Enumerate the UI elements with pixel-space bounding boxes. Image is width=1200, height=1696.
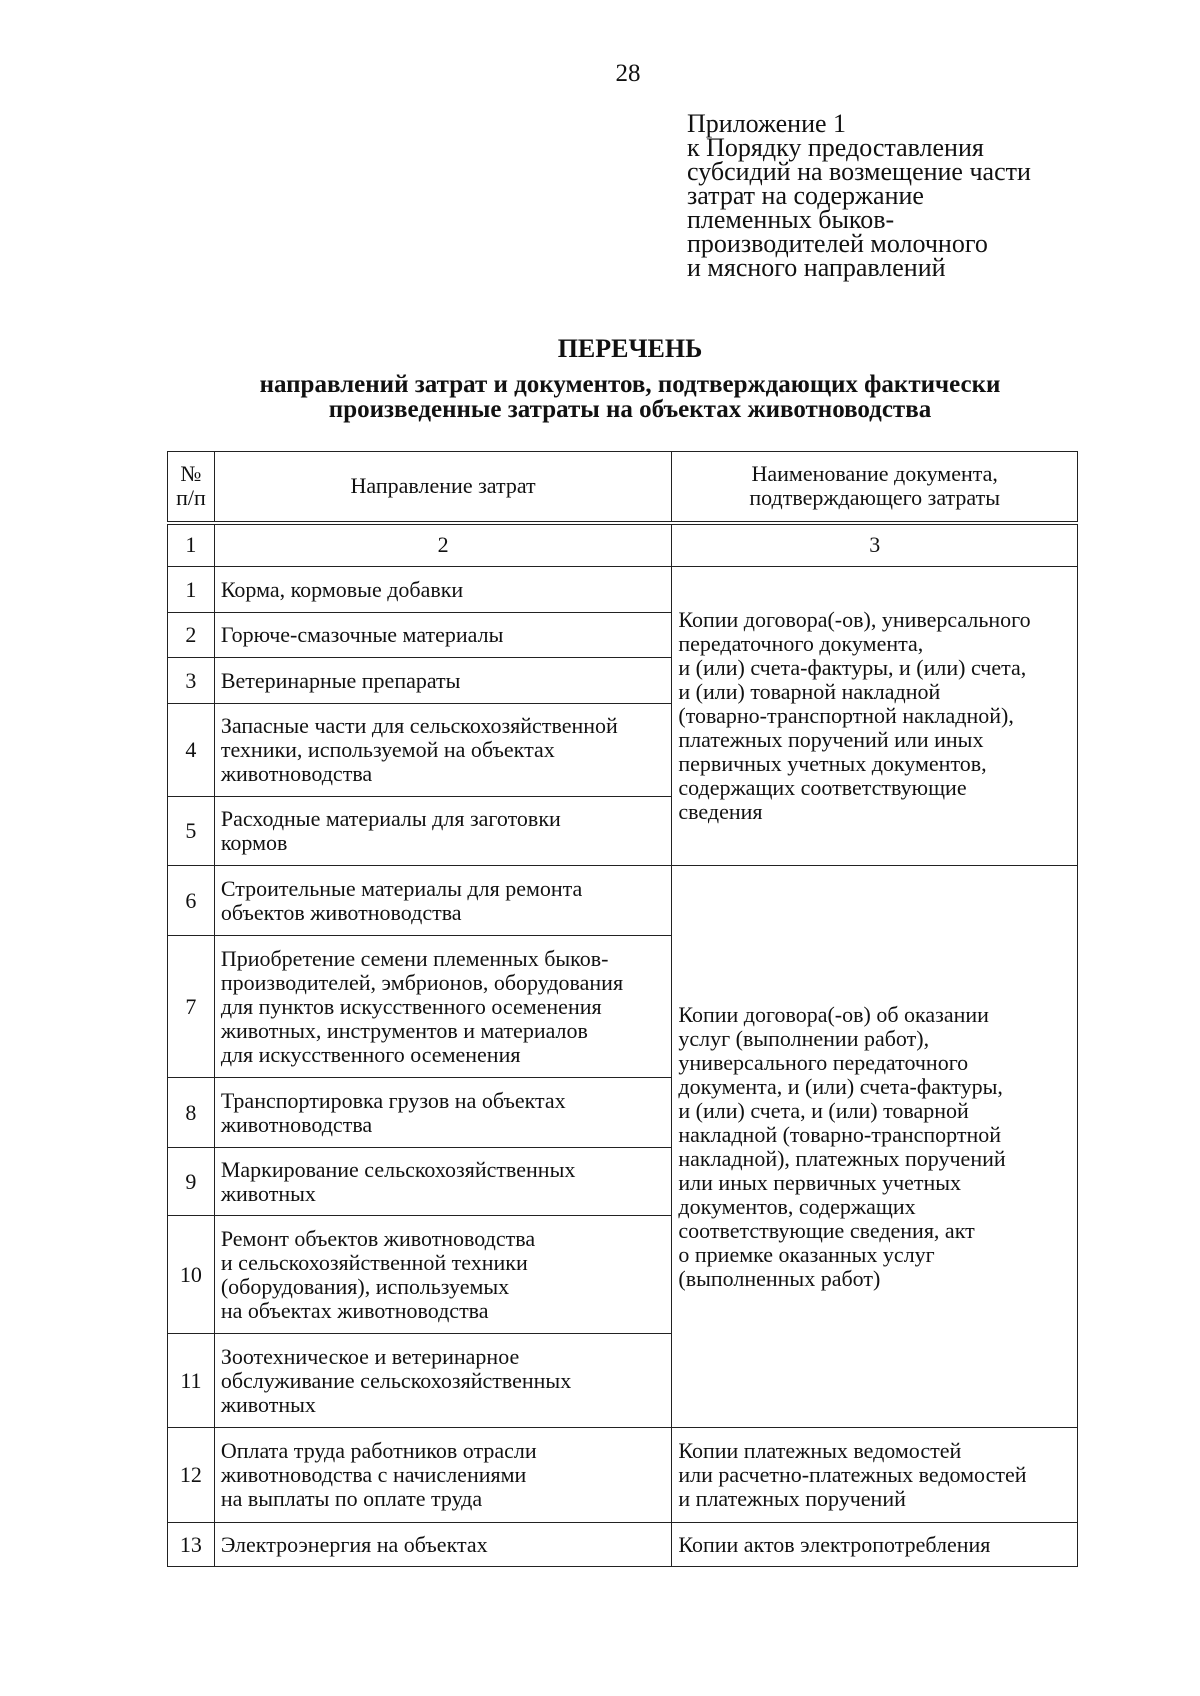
row-direction: Запасные части для сельскохозяйственной техники, используемой на объектах животноводства (214, 704, 672, 797)
table-row (168, 567, 1078, 613)
row-number: 11 (168, 1334, 215, 1428)
row-number: 13 (168, 1523, 215, 1567)
row-direction: Приобретение семени племенных быков- производителей, эмбрионов, оборудования для пунктов искусственного осеменения животных, инструментов и материалов для искусственного осеменения (214, 936, 672, 1078)
row-direction: Ветеринарные препараты (214, 658, 672, 704)
numbering-cell: 2 (214, 523, 672, 567)
header-document: Наименование документа, подтверждающего затраты (672, 452, 1078, 523)
row-number: 1 (168, 567, 215, 613)
subtitle-line: направлений затрат и документов, подтверждающих фактически (259, 371, 1001, 398)
document-title: ПЕРЕЧЕНЬ (557, 334, 703, 363)
row-number: 9 (168, 1148, 215, 1216)
appendix-note (687, 109, 1031, 282)
table-numbering-row (168, 523, 1078, 567)
appendix-line: племенных быков- (687, 205, 895, 234)
header-number: № п/п (168, 452, 215, 523)
table-row (168, 866, 1078, 936)
row-number: 10 (168, 1216, 215, 1334)
row-number: 3 (168, 658, 215, 704)
row-direction: Строительные материалы для ремонта объектов животноводства (214, 866, 672, 936)
appendix-line: к Порядку предоставления (687, 133, 984, 162)
row-number: 4 (168, 704, 215, 797)
row-direction: Электроэнергия на объектах (214, 1523, 672, 1567)
appendix-line: и мясного направлений (687, 253, 946, 282)
table-header-row (168, 452, 1078, 523)
appendix-line: Приложение 1 (687, 109, 847, 138)
row-direction: Горюче-смазочные материалы (214, 613, 672, 658)
row-document: Копии договора(-ов) об оказании услуг (выполнении работ), универсального передаточного документа, и (или) счета-фактуры, и (или) счета, и (или) товарной накладной (товарно-транспортной накладной), платежных поручений или иных первичных учетных документов, содержащих соответствующие сведения, акт о приемке оказанных услуг (выполненных работ) (672, 866, 1078, 1428)
row-number: 7 (168, 936, 215, 1078)
row-direction: Расходные материалы для заготовки кормов (214, 797, 672, 866)
row-document: Копии договора(-ов), универсального передаточного документа, и (или) счета-фактуры, и (или) счета, и (или) товарной накладной (товарно-транспортной накладной), платежных поручений или иных первичных учетных документов, содержащих соответствующие сведения (672, 567, 1078, 866)
row-number: 8 (168, 1078, 215, 1148)
numbering-cell: 1 (168, 523, 215, 567)
numbering-cell: 3 (672, 523, 1078, 567)
subtitle-line: произведенные затраты на объектах животноводства (328, 396, 932, 423)
row-direction: Маркирование сельскохозяйственных животных (214, 1148, 672, 1216)
page-number: 28 (615, 60, 641, 87)
row-direction: Зоотехническое и ветеринарное обслуживание сельскохозяйственных животных (214, 1334, 672, 1428)
row-direction: Корма, кормовые добавки (214, 567, 672, 613)
appendix-line: производителей молочного (687, 229, 988, 258)
appendix-line: затрат на содержание (687, 181, 924, 210)
row-number: 6 (168, 866, 215, 936)
row-number: 12 (168, 1428, 215, 1523)
expenses-table (167, 451, 1078, 1567)
row-document: Копии платежных ведомостей или расчетно-платежных ведомостей и платежных поручений (672, 1428, 1078, 1523)
table-row (168, 1523, 1078, 1567)
row-direction: Ремонт объектов животноводства и сельскохозяйственной техники (оборудования), используемых на объектах животноводства (214, 1216, 672, 1334)
row-number: 2 (168, 613, 215, 658)
row-direction: Оплата труда работников отрасли животноводства с начислениями на выплаты по оплате труда (214, 1428, 672, 1523)
header-direction: Направление затрат (214, 452, 672, 523)
row-number: 5 (168, 797, 215, 866)
row-direction: Транспортировка грузов на объектах животноводства (214, 1078, 672, 1148)
document-subtitle (0, 372, 1200, 422)
table-row (168, 1428, 1078, 1523)
row-document: Копии актов электропотребления (672, 1523, 1078, 1567)
appendix-line: субсидий на возмещение части (687, 157, 1031, 186)
